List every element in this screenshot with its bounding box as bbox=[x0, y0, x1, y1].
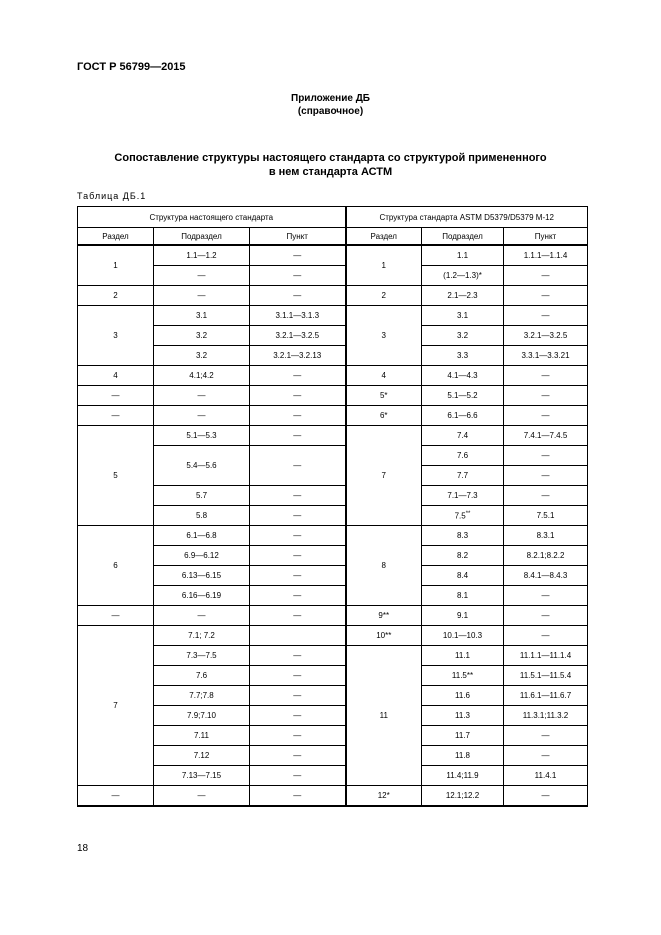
table-cell: 3.1 bbox=[154, 306, 250, 326]
table-row bbox=[78, 286, 588, 306]
table-cell: 3 bbox=[78, 306, 154, 366]
table-cell: — bbox=[154, 386, 250, 406]
table-cell: 3.2.1—3.2.5 bbox=[504, 326, 588, 346]
table-cell: 7.3—7.5 bbox=[154, 646, 250, 666]
table-cell: 7 bbox=[346, 426, 422, 526]
table-row bbox=[78, 606, 588, 626]
table-cell: 7.4.1—7.4.5 bbox=[504, 426, 588, 446]
table-row bbox=[78, 666, 588, 686]
table-caption: Таблица ДБ.1 bbox=[77, 191, 147, 201]
table-row bbox=[78, 426, 588, 446]
table-cell: — bbox=[250, 486, 346, 506]
table-cell: 5.8 bbox=[154, 506, 250, 526]
table-cell: 3.2.1—3.2.5 bbox=[250, 326, 346, 346]
table-cell: (1.2—1.3)* bbox=[422, 266, 504, 286]
table-row bbox=[78, 266, 588, 286]
main-title-line1: Сопоставление структуры настоящего стандарта со структурой примененного bbox=[114, 152, 547, 164]
table-row bbox=[78, 326, 588, 346]
group-header-row bbox=[78, 207, 588, 228]
table-cell: — bbox=[504, 606, 588, 626]
table-cell: 8.4.1—8.4.3 bbox=[504, 566, 588, 586]
col-header-podrazdel: Подраздел bbox=[154, 228, 250, 246]
column-header-row bbox=[78, 228, 588, 246]
table-row bbox=[78, 446, 588, 466]
table-row bbox=[78, 566, 588, 586]
table-cell: 11.7 bbox=[422, 726, 504, 746]
table-cell: — bbox=[504, 586, 588, 606]
table-cell: — bbox=[250, 706, 346, 726]
table-cell: 11.1.1—11.1.4 bbox=[504, 646, 588, 666]
table-cell: — bbox=[504, 726, 588, 746]
table-cell: 10** bbox=[346, 626, 422, 646]
table-cell: — bbox=[78, 606, 154, 626]
table-cell: 6 bbox=[78, 526, 154, 606]
table-cell: — bbox=[504, 406, 588, 426]
table-cell: 11.5** bbox=[422, 666, 504, 686]
table-cell: — bbox=[504, 746, 588, 766]
table-cell: — bbox=[250, 686, 346, 706]
table-cell: — bbox=[250, 406, 346, 426]
table-cell: 4.1—4.3 bbox=[422, 366, 504, 386]
table-cell: 3.2 bbox=[154, 346, 250, 366]
table-cell: 5.1—5.3 bbox=[154, 426, 250, 446]
table-cell: 8.3.1 bbox=[504, 526, 588, 546]
table-cell: — bbox=[250, 646, 346, 666]
table-cell: 8.3 bbox=[422, 526, 504, 546]
document-header: ГОСТ Р 56799—2015 bbox=[77, 61, 186, 73]
table-row bbox=[78, 766, 588, 786]
table-cell: 7 bbox=[78, 626, 154, 786]
table-cell: 6* bbox=[346, 406, 422, 426]
table-cell: — bbox=[250, 766, 346, 786]
table-cell: — bbox=[250, 726, 346, 746]
table-cell: 3 bbox=[346, 306, 422, 366]
table-row bbox=[78, 526, 588, 546]
table-cell: 3.3.1—3.3.21 bbox=[504, 346, 588, 366]
table-cell-text: 7.5 bbox=[454, 511, 466, 521]
table-row bbox=[78, 366, 588, 386]
table-cell: 8.1 bbox=[422, 586, 504, 606]
table-cell: 6.16—6.19 bbox=[154, 586, 250, 606]
table-cell: 5.7 bbox=[154, 486, 250, 506]
table-cell: 8 bbox=[346, 526, 422, 606]
table-cell bbox=[250, 626, 346, 646]
table-cell: — bbox=[78, 386, 154, 406]
table-cell: 7.5.1 bbox=[504, 506, 588, 526]
table-cell: 2 bbox=[346, 286, 422, 306]
table-cell: 11 bbox=[346, 646, 422, 786]
table-cell: 7.7;7.8 bbox=[154, 686, 250, 706]
appendix-subtitle: (справочное) bbox=[297, 106, 364, 117]
table-cell: — bbox=[504, 306, 588, 326]
table-cell: — bbox=[504, 486, 588, 506]
table-cell: 7.6 bbox=[422, 446, 504, 466]
appendix-heading bbox=[0, 92, 661, 118]
table-cell: 7.1; 7.2 bbox=[154, 626, 250, 646]
table-cell: 8.2 bbox=[422, 546, 504, 566]
table-cell: — bbox=[250, 606, 346, 626]
table-cell: — bbox=[154, 406, 250, 426]
table-row bbox=[78, 726, 588, 746]
table-cell: 6.13—6.15 bbox=[154, 566, 250, 586]
main-title-line2: в нем стандарта АСТМ bbox=[268, 166, 393, 178]
table-row bbox=[78, 586, 588, 606]
table-row bbox=[78, 706, 588, 726]
table-row bbox=[78, 306, 588, 326]
table-cell: — bbox=[504, 266, 588, 286]
table-cell: — bbox=[154, 266, 250, 286]
table-cell: 5* bbox=[346, 386, 422, 406]
table-cell: — bbox=[504, 466, 588, 486]
table-cell: 3.1 bbox=[422, 306, 504, 326]
table-cell: 4 bbox=[346, 366, 422, 386]
table-cell: — bbox=[154, 286, 250, 306]
table-cell: 2.1—2.3 bbox=[422, 286, 504, 306]
table-cell: 3.3 bbox=[422, 346, 504, 366]
table-cell bbox=[422, 506, 504, 526]
table-cell: 7.13—7.15 bbox=[154, 766, 250, 786]
table-cell: 11.4;11.9 bbox=[422, 766, 504, 786]
table-row bbox=[78, 746, 588, 766]
table-cell: 9** bbox=[346, 606, 422, 626]
table-cell: 11.4.1 bbox=[504, 766, 588, 786]
table-cell: 1.1 bbox=[422, 245, 504, 266]
table-cell: — bbox=[78, 406, 154, 426]
table-cell: 7.6 bbox=[154, 666, 250, 686]
col-header-razdel: Раздел bbox=[78, 228, 154, 246]
table-cell: 11.5.1—11.5.4 bbox=[504, 666, 588, 686]
table-cell: — bbox=[78, 786, 154, 807]
group-header-left: Структура настоящего стандарта bbox=[78, 207, 346, 228]
table-cell: — bbox=[250, 506, 346, 526]
table-cell: — bbox=[250, 245, 346, 266]
table-row bbox=[78, 346, 588, 366]
table-cell: — bbox=[250, 586, 346, 606]
col-header-punkt: Пункт bbox=[504, 228, 588, 246]
table-cell: — bbox=[250, 266, 346, 286]
table-cell: 3.2.1—3.2.13 bbox=[250, 346, 346, 366]
table-cell: — bbox=[250, 366, 346, 386]
table-cell: 7.11 bbox=[154, 726, 250, 746]
footnote-mark: ** bbox=[465, 510, 471, 517]
table-cell: — bbox=[250, 426, 346, 446]
table-cell: 11.3 bbox=[422, 706, 504, 726]
table-cell: — bbox=[504, 446, 588, 466]
table-row bbox=[78, 486, 588, 506]
table-cell: 3.2 bbox=[422, 326, 504, 346]
table-cell: — bbox=[250, 526, 346, 546]
group-header-right: Структура стандарта ASTM D5379/D5379 M-12 bbox=[346, 207, 588, 228]
table-cell: — bbox=[250, 786, 346, 807]
table-cell: — bbox=[504, 786, 588, 807]
table-row bbox=[78, 686, 588, 706]
comparison-table bbox=[77, 206, 588, 807]
table-cell: — bbox=[250, 746, 346, 766]
table-cell: 5.1—5.2 bbox=[422, 386, 504, 406]
table-row bbox=[78, 406, 588, 426]
table-cell: 7.9;7.10 bbox=[154, 706, 250, 726]
table-cell: — bbox=[504, 386, 588, 406]
table-cell: 11.1 bbox=[422, 646, 504, 666]
table-row bbox=[78, 786, 588, 807]
table-cell: — bbox=[504, 286, 588, 306]
table-cell: 1.1.1—1.1.4 bbox=[504, 245, 588, 266]
table-cell: — bbox=[154, 786, 250, 807]
table-cell: 5.4—5.6 bbox=[154, 446, 250, 486]
table-cell: 3.2 bbox=[154, 326, 250, 346]
table-cell: 1 bbox=[346, 245, 422, 286]
table-cell: 8.2.1;8.2.2 bbox=[504, 546, 588, 566]
table-cell: — bbox=[250, 566, 346, 586]
table-cell: 7.1—7.3 bbox=[422, 486, 504, 506]
table-cell: 11.3.1;11.3.2 bbox=[504, 706, 588, 726]
page-number: 18 bbox=[77, 843, 89, 854]
table-cell: — bbox=[250, 386, 346, 406]
table-cell: 12* bbox=[346, 786, 422, 807]
table-cell: — bbox=[250, 666, 346, 686]
table-row bbox=[78, 546, 588, 566]
table-cell: 4 bbox=[78, 366, 154, 386]
table-cell: — bbox=[250, 446, 346, 486]
table-row bbox=[78, 646, 588, 666]
table-cell: 8.4 bbox=[422, 566, 504, 586]
table-row bbox=[78, 626, 588, 646]
table-row bbox=[78, 506, 588, 526]
table-cell: 10.1—10.3 bbox=[422, 626, 504, 646]
appendix-title: Приложение ДБ bbox=[291, 93, 370, 104]
table-cell: — bbox=[250, 286, 346, 306]
table-cell: 6.9—6.12 bbox=[154, 546, 250, 566]
table-cell: 6.1—6.8 bbox=[154, 526, 250, 546]
table-cell: 1 bbox=[78, 245, 154, 286]
col-header-podrazdel: Подраздел bbox=[422, 228, 504, 246]
main-title bbox=[0, 151, 661, 179]
table-cell: 12.1;12.2 bbox=[422, 786, 504, 807]
table-cell: — bbox=[504, 626, 588, 646]
table-cell: 11.6.1—11.6.7 bbox=[504, 686, 588, 706]
col-header-punkt: Пункт bbox=[250, 228, 346, 246]
table-cell: 4.1;4.2 bbox=[154, 366, 250, 386]
table-cell: — bbox=[154, 606, 250, 626]
table-row bbox=[78, 245, 588, 266]
table-cell: 9.1 bbox=[422, 606, 504, 626]
table-cell: — bbox=[504, 366, 588, 386]
table-cell: 11.6 bbox=[422, 686, 504, 706]
table-cell: 7.4 bbox=[422, 426, 504, 446]
table-cell: 2 bbox=[78, 286, 154, 306]
table-cell: 7.7 bbox=[422, 466, 504, 486]
table-cell: 6.1—6.6 bbox=[422, 406, 504, 426]
table-row bbox=[78, 386, 588, 406]
col-header-razdel: Раздел bbox=[346, 228, 422, 246]
table-cell: 5 bbox=[78, 426, 154, 526]
table-cell: 7.12 bbox=[154, 746, 250, 766]
table-cell: — bbox=[250, 546, 346, 566]
table-cell: 11.8 bbox=[422, 746, 504, 766]
table-cell: 3.1.1—3.1.3 bbox=[250, 306, 346, 326]
table-cell: 1.1—1.2 bbox=[154, 245, 250, 266]
